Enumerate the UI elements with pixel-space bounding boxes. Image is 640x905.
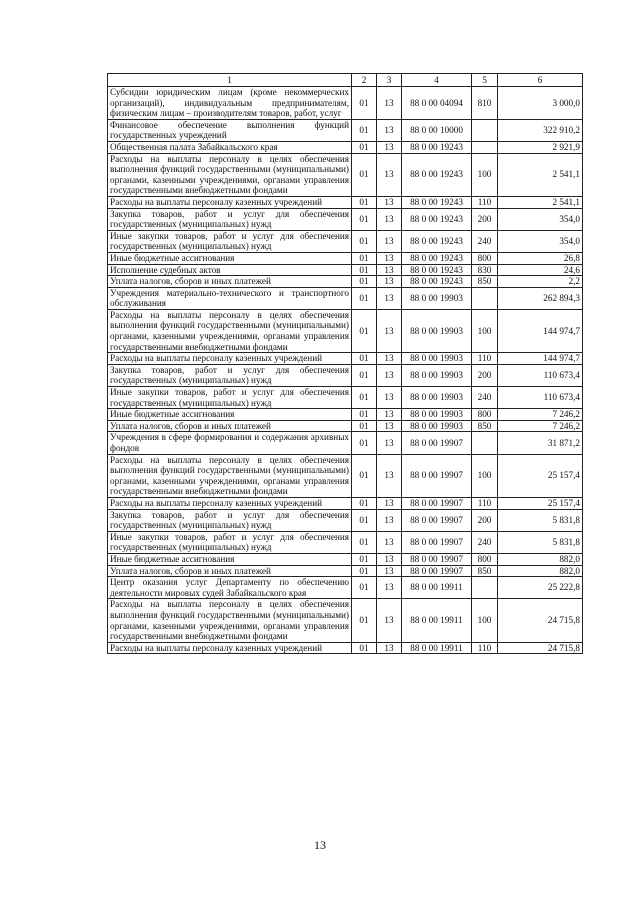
- row-target-article-cell: 88 0 00 19243: [402, 141, 472, 153]
- row-amount-cell: 5 831,8: [498, 509, 583, 531]
- row-section-cell: 01: [352, 387, 377, 409]
- row-expense-type-cell: 200: [472, 364, 498, 386]
- row-name-cell: Центр оказания услуг Департаменту по обеспечению деятельности мировых судей Забайкальского края: [108, 577, 352, 599]
- row-expense-type-cell: 100: [472, 454, 498, 497]
- row-amount-cell: 144 974,7: [498, 309, 583, 352]
- row-target-article-cell: 88 0 00 19243: [402, 196, 472, 208]
- table-row: [108, 309, 583, 352]
- column-header: 4: [402, 74, 472, 87]
- row-expense-type-cell: 110: [472, 353, 498, 365]
- row-subsection-cell: 13: [377, 599, 402, 642]
- table-row: [108, 276, 583, 288]
- row-name-cell: Закупка товаров, работ и услуг для обеспечения государственных (муниципальных) нужд: [108, 364, 352, 386]
- row-amount-cell: 262 894,3: [498, 287, 583, 309]
- row-section-cell: 01: [352, 599, 377, 642]
- column-header: 3: [377, 74, 402, 87]
- row-target-article-cell: 88 0 00 19903: [402, 287, 472, 309]
- budget-table: [107, 73, 583, 654]
- row-section-cell: 01: [352, 119, 377, 141]
- row-amount-cell: 5 831,8: [498, 531, 583, 553]
- row-target-article-cell: 88 0 00 19903: [402, 409, 472, 421]
- row-expense-type-cell: 830: [472, 264, 498, 276]
- row-target-article-cell: 88 0 00 19907: [402, 509, 472, 531]
- row-amount-cell: 2 541,1: [498, 196, 583, 208]
- row-section-cell: 01: [352, 565, 377, 577]
- table-row: [108, 353, 583, 365]
- row-target-article-cell: 88 0 00 19911: [402, 642, 472, 654]
- row-target-article-cell: 88 0 00 19907: [402, 454, 472, 497]
- row-expense-type-cell: [472, 141, 498, 153]
- row-subsection-cell: 13: [377, 642, 402, 654]
- row-subsection-cell: 13: [377, 309, 402, 352]
- row-expense-type-cell: 200: [472, 509, 498, 531]
- table-row: [108, 565, 583, 577]
- row-subsection-cell: 13: [377, 577, 402, 599]
- row-name-cell: Иные бюджетные ассигнования: [108, 409, 352, 421]
- row-amount-cell: 110 673,4: [498, 387, 583, 409]
- table-row: [108, 230, 583, 252]
- table-row: [108, 553, 583, 565]
- row-section-cell: 01: [352, 553, 377, 565]
- table-row: [108, 252, 583, 264]
- row-amount-cell: 25 157,4: [498, 454, 583, 497]
- row-name-cell: Субсидии юридическим лицам (кроме некоммерческих организаций), индивидуальным предпринимателям, физическим лицам – производителям товаров, работ, услуг: [108, 87, 352, 120]
- row-name-cell: Иные закупки товаров, работ и услуг для обеспечения государственных (муниципальных) нужд: [108, 531, 352, 553]
- row-target-article-cell: 88 0 00 19243: [402, 264, 472, 276]
- table-row: [108, 87, 583, 120]
- row-name-cell: Расходы на выплаты персоналу в целях обеспечения выполнения функций государственными (муниципальными) органами, казенными учреждениями, органами управления государственными внебюджетными фондами: [108, 454, 352, 497]
- row-section-cell: 01: [352, 353, 377, 365]
- row-amount-cell: 354,0: [498, 230, 583, 252]
- row-section-cell: 01: [352, 208, 377, 230]
- row-section-cell: 01: [352, 196, 377, 208]
- row-subsection-cell: 13: [377, 497, 402, 509]
- page-number: 13: [314, 838, 326, 852]
- row-amount-cell: 322 910,2: [498, 119, 583, 141]
- row-section-cell: 01: [352, 420, 377, 432]
- row-expense-type-cell: 110: [472, 497, 498, 509]
- row-expense-type-cell: [472, 432, 498, 454]
- row-subsection-cell: 13: [377, 87, 402, 120]
- row-subsection-cell: 13: [377, 409, 402, 421]
- row-amount-cell: 110 673,4: [498, 364, 583, 386]
- row-amount-cell: 2 921,9: [498, 141, 583, 153]
- row-name-cell: Учреждения в сфере формирования и содержания архивных фондов: [108, 432, 352, 454]
- column-header: 6: [498, 74, 583, 87]
- row-amount-cell: 26,8: [498, 252, 583, 264]
- row-target-article-cell: 88 0 00 19907: [402, 531, 472, 553]
- table-row: [108, 409, 583, 421]
- row-section-cell: 01: [352, 252, 377, 264]
- row-expense-type-cell: [472, 119, 498, 141]
- row-name-cell: Общественная палата Забайкальского края: [108, 141, 352, 153]
- table-row: [108, 196, 583, 208]
- row-target-article-cell: 88 0 00 19907: [402, 497, 472, 509]
- row-target-article-cell: 88 0 00 19243: [402, 252, 472, 264]
- table-body: [108, 87, 583, 654]
- row-name-cell: Расходы на выплаты персоналу в целях обеспечения выполнения функций государственными (муниципальными) органами, казенными учреждениями, органами управления государственными внебюджетными фондами: [108, 599, 352, 642]
- table-row: [108, 432, 583, 454]
- row-section-cell: 01: [352, 497, 377, 509]
- row-expense-type-cell: 810: [472, 87, 498, 120]
- row-expense-type-cell: 100: [472, 153, 498, 196]
- row-expense-type-cell: 100: [472, 309, 498, 352]
- row-expense-type-cell: 240: [472, 531, 498, 553]
- row-section-cell: 01: [352, 287, 377, 309]
- row-amount-cell: 24 715,8: [498, 642, 583, 654]
- row-section-cell: 01: [352, 141, 377, 153]
- row-name-cell: Закупка товаров, работ и услуг для обеспечения государственных (муниципальных) нужд: [108, 208, 352, 230]
- row-amount-cell: 25 157,4: [498, 497, 583, 509]
- table-row: [108, 599, 583, 642]
- row-subsection-cell: 13: [377, 364, 402, 386]
- row-target-article-cell: 88 0 00 19911: [402, 599, 472, 642]
- row-target-article-cell: 88 0 00 19903: [402, 353, 472, 365]
- row-name-cell: Расходы на выплаты персоналу казенных учреждений: [108, 196, 352, 208]
- row-amount-cell: 24,6: [498, 264, 583, 276]
- row-section-cell: 01: [352, 309, 377, 352]
- column-header: 1: [108, 74, 352, 87]
- table-row: [108, 364, 583, 386]
- row-name-cell: Иные закупки товаров, работ и услуг для обеспечения государственных (муниципальных) нужд: [108, 387, 352, 409]
- table-row: [108, 264, 583, 276]
- row-expense-type-cell: 800: [472, 553, 498, 565]
- row-section-cell: 01: [352, 577, 377, 599]
- row-expense-type-cell: 240: [472, 230, 498, 252]
- row-amount-cell: 3 000,0: [498, 87, 583, 120]
- row-expense-type-cell: 800: [472, 409, 498, 421]
- row-target-article-cell: 88 0 00 19243: [402, 153, 472, 196]
- row-expense-type-cell: 850: [472, 420, 498, 432]
- row-section-cell: 01: [352, 153, 377, 196]
- row-amount-cell: 2 541,1: [498, 153, 583, 196]
- row-target-article-cell: 88 0 00 19243: [402, 276, 472, 288]
- row-amount-cell: 31 871,2: [498, 432, 583, 454]
- row-section-cell: 01: [352, 276, 377, 288]
- row-expense-type-cell: 110: [472, 196, 498, 208]
- row-name-cell: Финансовое обеспечение выполнения функций государственных учреждений: [108, 119, 352, 141]
- row-subsection-cell: 13: [377, 387, 402, 409]
- row-expense-type-cell: [472, 577, 498, 599]
- table-row: [108, 153, 583, 196]
- row-target-article-cell: 88 0 00 19911: [402, 577, 472, 599]
- row-name-cell: Иные закупки товаров, работ и услуг для обеспечения государственных (муниципальных) нужд: [108, 230, 352, 252]
- row-name-cell: Расходы на выплаты персоналу в целях обеспечения выполнения функций государственными (муниципальными) органами, казенными учреждениями, органами управления государственными внебюджетными фондами: [108, 153, 352, 196]
- row-target-article-cell: 88 0 00 19903: [402, 387, 472, 409]
- row-subsection-cell: 13: [377, 353, 402, 365]
- row-subsection-cell: 13: [377, 287, 402, 309]
- row-subsection-cell: 13: [377, 153, 402, 196]
- row-target-article-cell: 88 0 00 19907: [402, 432, 472, 454]
- row-subsection-cell: 13: [377, 531, 402, 553]
- row-target-article-cell: 88 0 00 04094: [402, 87, 472, 120]
- row-target-article-cell: 88 0 00 19243: [402, 230, 472, 252]
- row-amount-cell: 354,0: [498, 208, 583, 230]
- row-name-cell: Закупка товаров, работ и услуг для обеспечения государственных (муниципальных) нужд: [108, 509, 352, 531]
- row-amount-cell: 24 715,8: [498, 599, 583, 642]
- row-target-article-cell: 88 0 00 19907: [402, 553, 472, 565]
- row-subsection-cell: 13: [377, 509, 402, 531]
- row-subsection-cell: 13: [377, 432, 402, 454]
- row-section-cell: 01: [352, 509, 377, 531]
- row-expense-type-cell: [472, 287, 498, 309]
- row-target-article-cell: 88 0 00 19903: [402, 364, 472, 386]
- row-subsection-cell: 13: [377, 196, 402, 208]
- row-subsection-cell: 13: [377, 141, 402, 153]
- row-section-cell: 01: [352, 264, 377, 276]
- row-name-cell: Расходы на выплаты персоналу в целях обеспечения выполнения функций государственными (муниципальными) органами, казенными учреждениями, органами управления государственными внебюджетными фондами: [108, 309, 352, 352]
- row-section-cell: 01: [352, 454, 377, 497]
- row-amount-cell: 2,2: [498, 276, 583, 288]
- table-row: [108, 208, 583, 230]
- row-amount-cell: 7 246,2: [498, 409, 583, 421]
- table-row: [108, 497, 583, 509]
- row-target-article-cell: 88 0 00 19907: [402, 565, 472, 577]
- table-row: [108, 531, 583, 553]
- row-section-cell: 01: [352, 432, 377, 454]
- column-header: 2: [352, 74, 377, 87]
- row-amount-cell: 882,0: [498, 565, 583, 577]
- row-amount-cell: 25 222,8: [498, 577, 583, 599]
- row-target-article-cell: 88 0 00 19243: [402, 208, 472, 230]
- row-section-cell: 01: [352, 531, 377, 553]
- row-name-cell: Расходы на выплаты персоналу казенных учреждений: [108, 353, 352, 365]
- row-name-cell: Расходы на выплаты персоналу казенных учреждений: [108, 642, 352, 654]
- row-expense-type-cell: 200: [472, 208, 498, 230]
- row-expense-type-cell: 110: [472, 642, 498, 654]
- row-subsection-cell: 13: [377, 420, 402, 432]
- table-header-row: [108, 74, 583, 87]
- table-row: [108, 454, 583, 497]
- row-amount-cell: 144 974,7: [498, 353, 583, 365]
- row-subsection-cell: 13: [377, 454, 402, 497]
- row-section-cell: 01: [352, 409, 377, 421]
- row-expense-type-cell: 800: [472, 252, 498, 264]
- row-name-cell: Уплата налогов, сборов и иных платежей: [108, 420, 352, 432]
- row-section-cell: 01: [352, 87, 377, 120]
- row-amount-cell: 7 246,2: [498, 420, 583, 432]
- row-target-article-cell: 88 0 00 19903: [402, 420, 472, 432]
- row-expense-type-cell: 100: [472, 599, 498, 642]
- table-row: [108, 119, 583, 141]
- row-target-article-cell: 88 0 00 10000: [402, 119, 472, 141]
- table-row: [108, 287, 583, 309]
- row-target-article-cell: 88 0 00 19903: [402, 309, 472, 352]
- row-expense-type-cell: 240: [472, 387, 498, 409]
- row-subsection-cell: 13: [377, 264, 402, 276]
- row-name-cell: Расходы на выплаты персоналу казенных учреждений: [108, 497, 352, 509]
- row-name-cell: Учреждения материально-технического и транспортного обслуживания: [108, 287, 352, 309]
- row-section-cell: 01: [352, 642, 377, 654]
- table-row: [108, 420, 583, 432]
- table-row: [108, 509, 583, 531]
- row-name-cell: Исполнение судебных актов: [108, 264, 352, 276]
- row-expense-type-cell: 850: [472, 565, 498, 577]
- row-subsection-cell: 13: [377, 230, 402, 252]
- row-name-cell: Иные бюджетные ассигнования: [108, 252, 352, 264]
- row-subsection-cell: 13: [377, 208, 402, 230]
- table-row: [108, 577, 583, 599]
- row-subsection-cell: 13: [377, 119, 402, 141]
- row-name-cell: Иные бюджетные ассигнования: [108, 553, 352, 565]
- row-subsection-cell: 13: [377, 553, 402, 565]
- row-section-cell: 01: [352, 230, 377, 252]
- row-subsection-cell: 13: [377, 252, 402, 264]
- table-row: [108, 642, 583, 654]
- row-expense-type-cell: 850: [472, 276, 498, 288]
- row-section-cell: 01: [352, 364, 377, 386]
- column-header: 5: [472, 74, 498, 87]
- row-subsection-cell: 13: [377, 565, 402, 577]
- table-row: [108, 141, 583, 153]
- row-subsection-cell: 13: [377, 276, 402, 288]
- row-name-cell: Уплата налогов, сборов и иных платежей: [108, 565, 352, 577]
- row-amount-cell: 882,0: [498, 553, 583, 565]
- table-row: [108, 387, 583, 409]
- row-name-cell: Уплата налогов, сборов и иных платежей: [108, 276, 352, 288]
